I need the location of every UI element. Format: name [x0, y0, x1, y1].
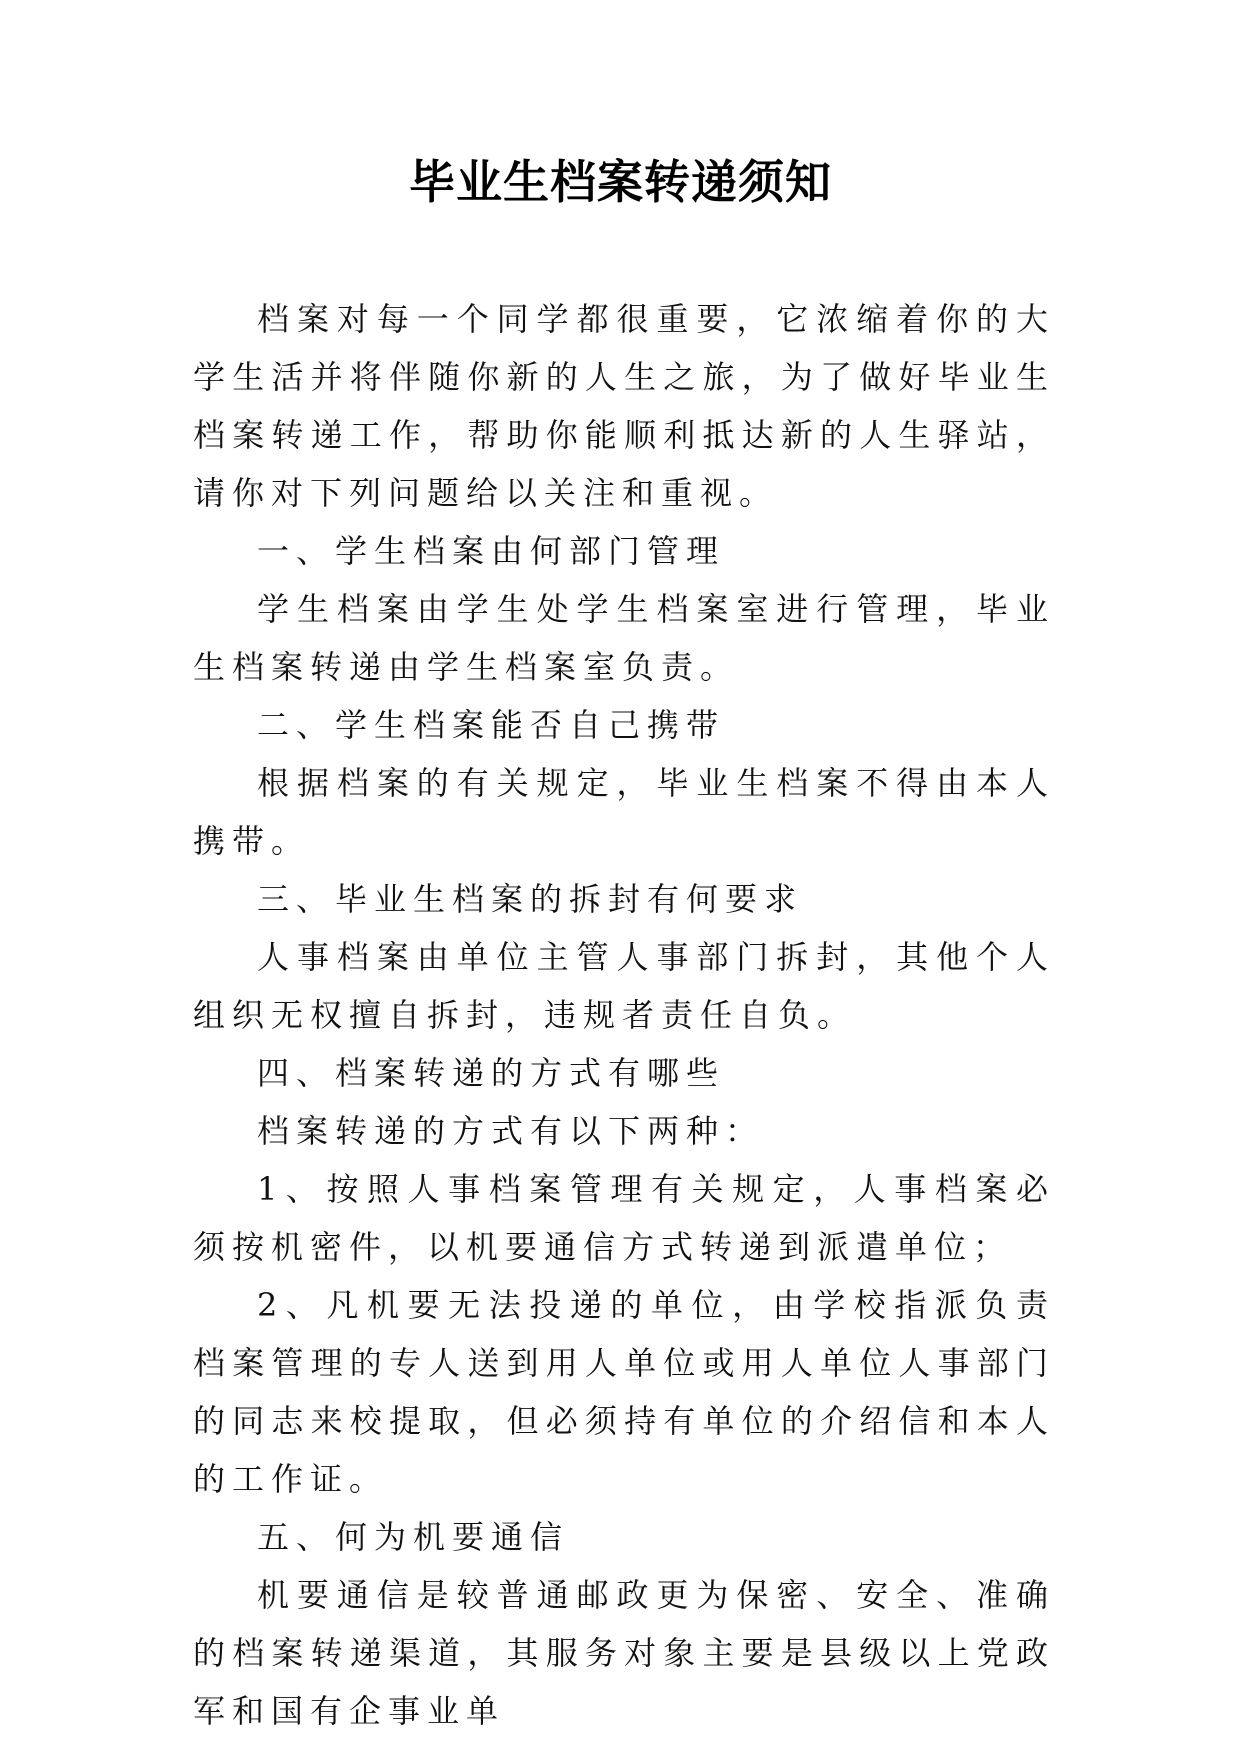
section-heading-4: 四、档案转递的方式有哪些	[257, 1054, 726, 1092]
list-item-2: 2、凡机要无法投递的单位，由学校指派负责档案管理的专人送到用人单位或用人单位人事部门的同志来校提取，但必须持有单位的介绍信和本人的工作证。	[193, 1286, 1055, 1498]
paragraph-3: 人事档案由单位主管人事部门拆封，其他个人组织无权擅自拆封，违规者责任自负。	[193, 938, 1055, 1034]
paragraph-4: 档案转递的方式有以下两种：	[257, 1112, 765, 1150]
section-heading-3: 三、毕业生档案的拆封有何要求	[257, 880, 804, 918]
paragraph-5: 机要通信是较普通邮政更为保密、安全、准确的档案转递渠道，其服务对象主要是县级以上党政军和国有企事业单	[193, 1576, 1055, 1730]
paragraph-2: 根据档案的有关规定，毕业生档案不得由本人携带。	[193, 764, 1055, 860]
document-title: 毕业生档案转递须知	[409, 155, 832, 209]
paragraph-intro: 档案对每一个同学都很重要，它浓缩着你的大学生活并将伴随你新的人生之旅，为了做好毕业生档案转递工作，帮助你能顺利抵达新的人生驿站，请你对下列问题给以关注和重视。	[193, 300, 1055, 512]
section-heading-2: 二、学生档案能否自己携带	[257, 706, 726, 744]
paragraph-1: 学生档案由学生处学生档案室进行管理，毕业生档案转递由学生档案室负责。	[193, 590, 1055, 686]
section-heading-1: 一、学生档案由何部门管理	[257, 532, 726, 570]
section-heading-5: 五、何为机要通信	[257, 1518, 570, 1556]
document-body	[193, 290, 1055, 1740]
list-item-1: 1、按照人事档案管理有关规定，人事档案必须按机密件，以机要通信方式转递到派遣单位；	[193, 1170, 1055, 1266]
